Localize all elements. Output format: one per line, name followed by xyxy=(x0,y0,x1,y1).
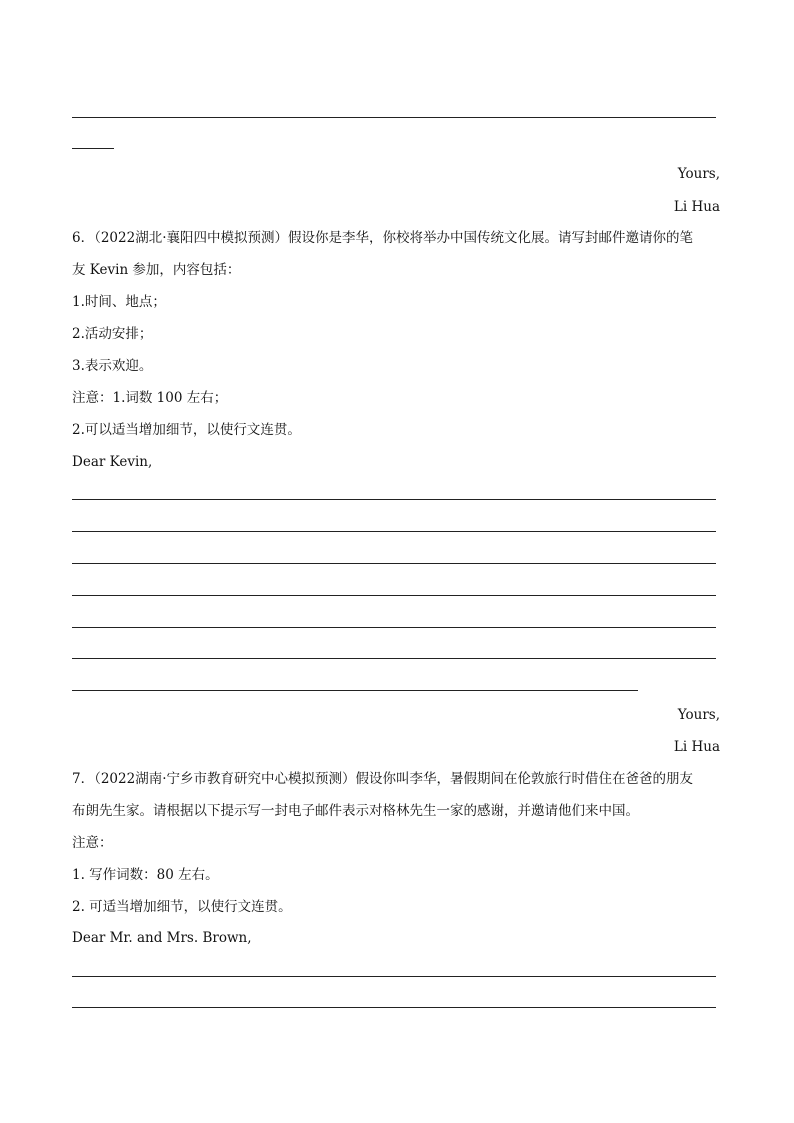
q6-answer-line xyxy=(72,563,716,564)
q6-answer-line xyxy=(72,595,716,596)
q6-greeting: Dear Kevin, xyxy=(72,454,153,470)
q6-prompt-text: 假设你是李华，你校将举办中国传统文化展。请写封邮件邀请你的笔 xyxy=(288,230,693,246)
q6-answer-line-last xyxy=(72,690,638,691)
q6-point-2: 2.活动安排； xyxy=(72,326,153,342)
closing-yours: Yours, xyxy=(677,166,720,182)
q6-answer-line xyxy=(72,531,716,532)
q6-prompt-line-2: 友 Kevin 参加，内容包括： xyxy=(72,262,241,278)
q7-note-1: 1. 写作词数：80 左右。 xyxy=(72,867,219,883)
q7-prompt-line-2: 布朗先生家。请根据以下提示写一封电子邮件表示对格林先生一家的感谢，并邀请他们来中国。 xyxy=(72,803,639,819)
q6-answer-line xyxy=(72,499,716,500)
q7-note-title: 注意： xyxy=(72,835,113,851)
q7-prompt-line-1 xyxy=(72,770,693,788)
q7-answer-line xyxy=(72,976,716,977)
q7-greeting: Dear Mr. and Mrs. Brown, xyxy=(72,930,252,946)
q6-answer-line xyxy=(72,658,716,659)
q6-point-3: 3.表示欢迎。 xyxy=(72,358,153,374)
q7-prompt-text: 假设你叫李华，暑假期间在伦敦旅行时借住在爸爸的朋友 xyxy=(355,771,693,787)
q6-note-2: 2.可以适当增加细节，以使行文连贯。 xyxy=(72,422,301,438)
q7-answer-line xyxy=(72,1007,716,1008)
answer-line xyxy=(72,117,716,118)
q7-number: 7． xyxy=(72,771,95,787)
q7-note-2: 2. 可适当增加细节，以使行文连贯。 xyxy=(72,899,292,915)
q6-answer-line xyxy=(72,627,716,628)
q6-signature-li-hua: Li Hua xyxy=(673,739,720,755)
q6-source: （2022湖北·襄阳四中模拟预测） xyxy=(94,230,288,246)
q6-point-1: 1.时间、地点； xyxy=(72,294,166,310)
answer-line-short xyxy=(72,148,114,149)
q7-source: （2022湖南·宁乡市教育研究中心模拟预测） xyxy=(94,771,356,787)
q6-note-1: 注意：1.词数 100 左右； xyxy=(72,390,228,406)
q6-prompt-line-1 xyxy=(72,229,693,247)
q6-closing-yours: Yours, xyxy=(677,707,720,723)
q6-number: 6． xyxy=(72,230,95,246)
signature-li-hua: Li Hua xyxy=(673,199,720,215)
